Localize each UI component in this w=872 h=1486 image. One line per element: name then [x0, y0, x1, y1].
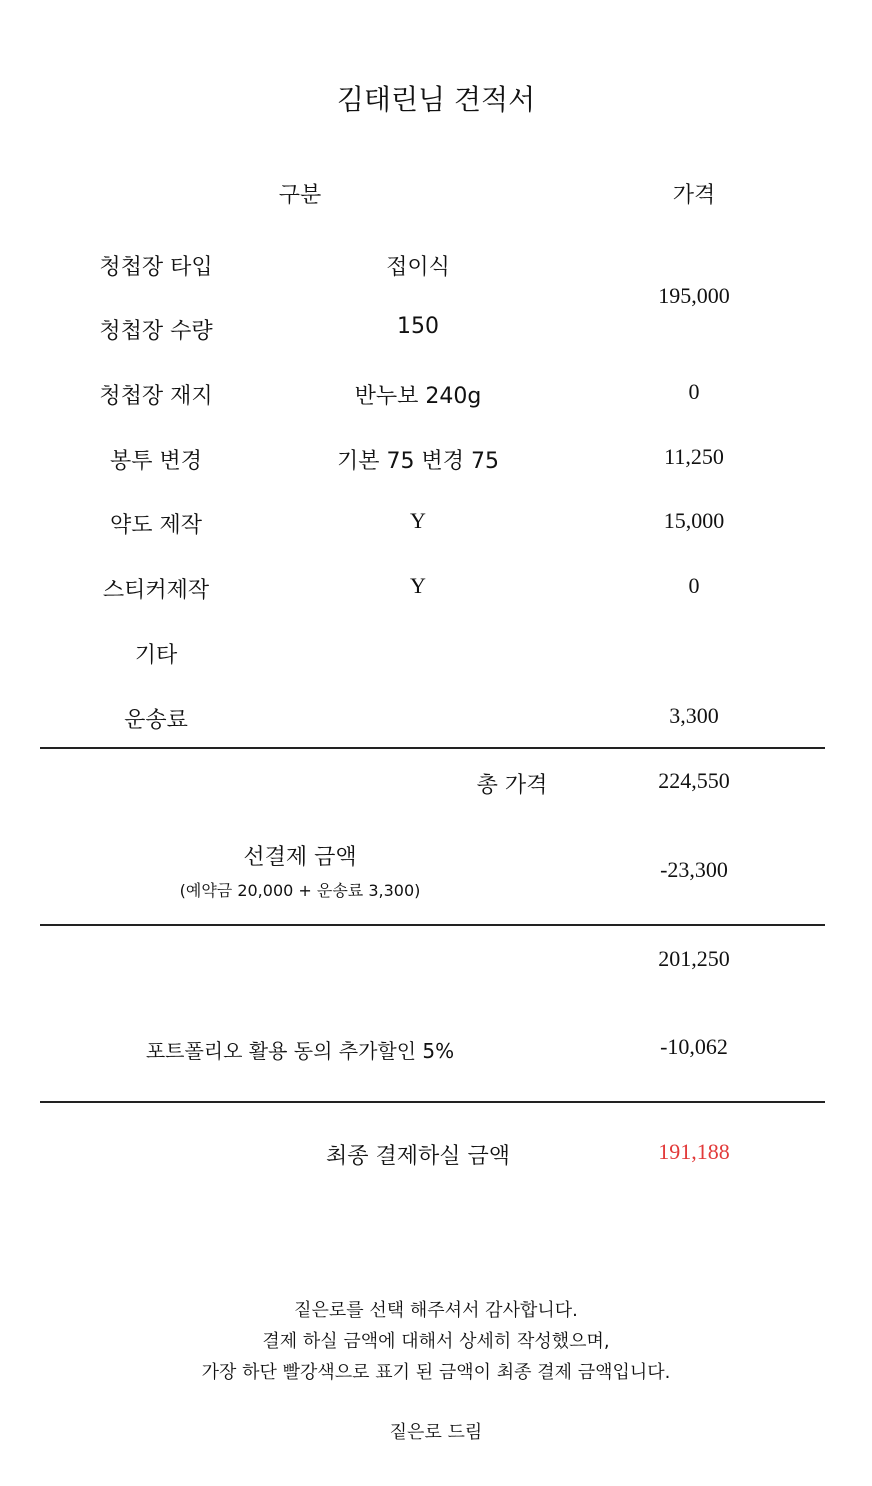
divider-3	[40, 1101, 825, 1103]
value-envelope-change: 기본 75 변경 75	[337, 449, 499, 474]
total-label: 총 가격	[476, 773, 548, 798]
divider-1	[40, 747, 825, 749]
price-type-quantity: 195,000	[658, 283, 730, 308]
label-map-production: 약도 제작	[109, 513, 203, 538]
value-invitation-paper: 반누보 240g	[354, 384, 482, 409]
page-title: 김태린님 견적서	[336, 83, 536, 116]
footer-sign: 짙은로 드림	[389, 1422, 483, 1443]
total-price: 224,550	[658, 768, 730, 793]
value-invitation-type: 접이식	[386, 255, 450, 280]
label-other: 기타	[134, 643, 178, 668]
label-invitation-quantity: 청첩장 수량	[99, 319, 213, 344]
header-category: 구분	[278, 183, 322, 208]
discount-price: -10,062	[660, 1034, 728, 1059]
divider-2	[40, 924, 825, 926]
price-invitation-paper: 0	[688, 379, 700, 404]
final-label: 최종 결제하실 금액	[325, 1144, 511, 1169]
label-invitation-type: 청첩장 타입	[99, 255, 213, 280]
price-map-production: 15,000	[663, 508, 725, 533]
prepaid-label: 선결제 금액	[243, 845, 357, 870]
label-envelope-change: 봉투 변경	[109, 449, 203, 474]
discount-label: 포트폴리오 활용 동의 추가할인 5%	[145, 1039, 455, 1063]
price-sticker-production: 0	[688, 573, 700, 598]
price-envelope-change: 11,250	[664, 444, 724, 469]
value-invitation-quantity: 150	[397, 314, 439, 339]
prepaid-note: (예약금 20,000 + 운송료 3,300)	[179, 881, 421, 900]
subtotal-price: 201,250	[658, 946, 730, 971]
value-map-production: Y	[410, 508, 426, 533]
label-shipping: 운송료	[124, 708, 188, 733]
label-sticker-production: 스티커제작	[102, 578, 210, 603]
footer-line-2: 결제 하실 금액에 대해서 상세히 작성했으며,	[262, 1331, 610, 1352]
price-shipping: 3,300	[669, 703, 719, 728]
footer-line-1: 짙은로를 선택 해주셔서 감사합니다.	[294, 1300, 578, 1321]
prepaid-price: -23,300	[660, 857, 728, 882]
footer-line-3: 가장 하단 빨강색으로 표기 된 금액이 최종 결제 금액입니다.	[201, 1362, 671, 1383]
label-invitation-paper: 청첩장 재지	[99, 384, 213, 409]
value-sticker-production: Y	[410, 573, 426, 598]
header-price: 가격	[672, 183, 716, 208]
final-price: 191,188	[658, 1139, 730, 1164]
